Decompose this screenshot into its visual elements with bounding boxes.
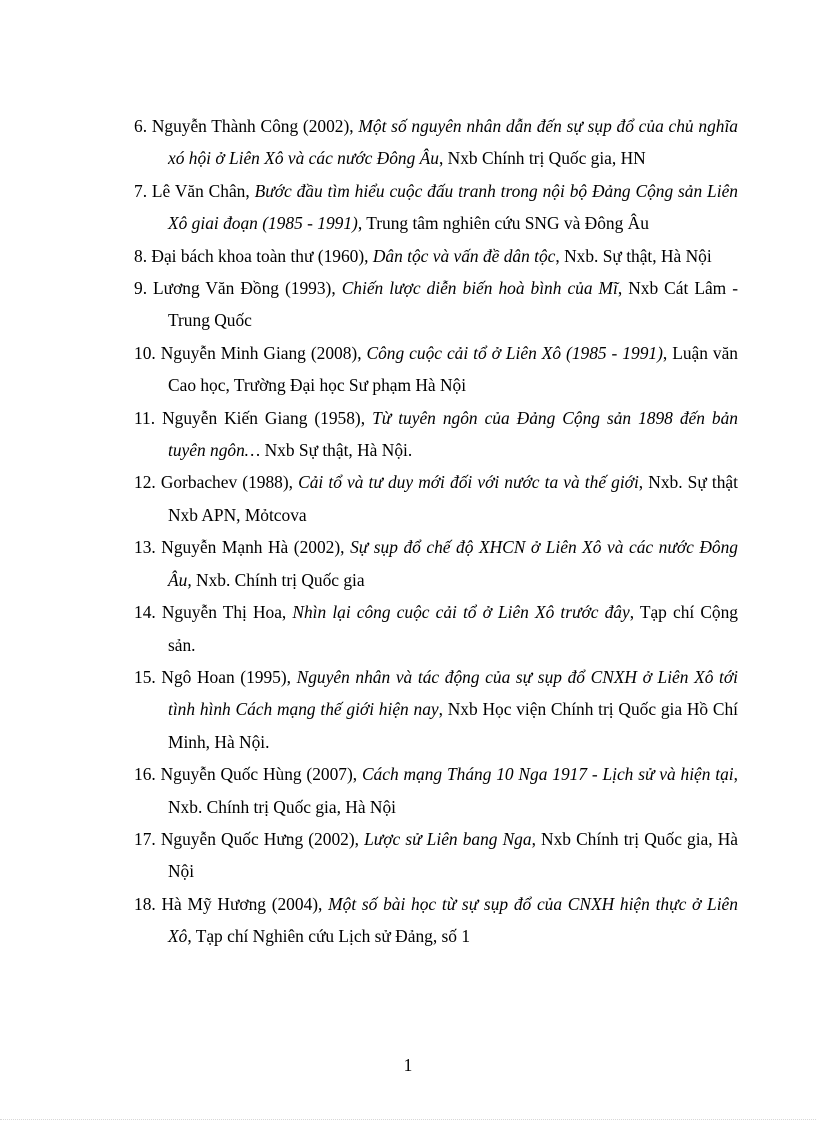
reference-number: 13. bbox=[134, 537, 156, 558]
reference-number: 15. bbox=[134, 666, 156, 687]
reference-item bbox=[134, 531, 738, 596]
reference-author: Đại bách khoa toàn thư (1960), bbox=[151, 245, 373, 266]
reference-author: Nguyễn Thành Công (2002), bbox=[151, 116, 359, 136]
reference-publisher: , Nxb. Sự thật, Hà Nội bbox=[555, 245, 712, 266]
reference-list bbox=[134, 110, 738, 953]
reference-title: Một số nguyên nhân dẫn đến sự sụp đổ của chủ nghĩa xó hội ở Liên Xô và các nước Đông Âu bbox=[168, 116, 738, 169]
reference-number: 11. bbox=[134, 407, 156, 428]
reference-title: Sự sụp đổ chế độ XHCN ở Liên Xô và các nước Đông Âu, bbox=[168, 537, 738, 590]
reference-publisher: , Tạp chí Cộng sản. bbox=[168, 602, 739, 655]
reference-author: Lê Văn Chân, bbox=[151, 180, 255, 201]
reference-publisher: Nxb. Chính trị Quốc gia bbox=[191, 569, 365, 590]
reference-number: 8. bbox=[134, 245, 148, 266]
reference-publisher: , Luận văn Cao học, Trường Đại học Sư phạm Hà Nội bbox=[168, 342, 738, 396]
reference-item bbox=[134, 337, 738, 402]
reference-item bbox=[134, 110, 738, 175]
reference-author: Lương Văn Đồng (1993), bbox=[153, 278, 342, 299]
reference-title: Nhìn lại công cuộc cải tổ ở Liên Xô trước đây bbox=[292, 602, 630, 623]
reference-title: Bước đầu tìm hiểu cuộc đấu tranh trong nội bộ Đảng Cộng sản Liên Xô giai đoạn (1985 - 1991) bbox=[168, 180, 738, 234]
reference-author: Nguyễn Minh Giang (2008), bbox=[160, 342, 367, 363]
page-number: 1 bbox=[403, 1055, 413, 1075]
reference-author: Hà Mỹ Hương (2004), bbox=[161, 893, 329, 914]
reference-item bbox=[134, 240, 738, 272]
reference-title: Nguyên nhân và tác động của sự sụp đổ CNXH ở Liên Xô tới tình hình Cách mạng thế giới hiện nay bbox=[168, 666, 738, 720]
reference-publisher: , Nxb Học viện Chính trị Quốc gia Hồ Chí Minh, Hà Nội. bbox=[168, 699, 738, 752]
reference-item bbox=[134, 175, 738, 240]
reference-title: Dân tộc và vấn đề dân tộc bbox=[372, 245, 556, 266]
reference-author: Nguyễn Kiến Giang (1958), bbox=[162, 407, 373, 428]
reference-item bbox=[134, 758, 738, 823]
reference-title: Cách mạng Tháng 10 Nga 1917 - Lịch sử và hiện tại bbox=[361, 764, 734, 785]
reference-item bbox=[134, 596, 738, 661]
reference-publisher: , Tạp chí Nghiên cứu Lịch sử Đảng, số 1 bbox=[187, 926, 471, 947]
reference-number: 12. bbox=[134, 472, 156, 493]
reference-publisher: , Nxb. Chính trị Quốc gia, Hà Nội bbox=[168, 764, 738, 817]
reference-number: 9. bbox=[134, 278, 148, 299]
reference-author: Nguyễn Quốc Hùng (2007), bbox=[160, 764, 362, 785]
reference-item bbox=[134, 402, 738, 467]
reference-publisher: , Nxb. Sự thật Nxb APN, Mỏtcova bbox=[168, 472, 738, 525]
reference-author: Nguyễn Quốc Hưng (2002), bbox=[160, 828, 365, 849]
reference-publisher: , Nxb Chính trị Quốc gia, Hà Nội bbox=[168, 828, 738, 882]
reference-publisher: , Trung tâm nghiên cứu SNG và Đông Âu bbox=[357, 213, 649, 234]
reference-number: 18. bbox=[134, 893, 156, 914]
reference-publisher: Nxb Sự thật, Hà Nội. bbox=[260, 440, 413, 461]
reference-number: 10. bbox=[134, 342, 156, 363]
reference-author: Nguyễn Thị Hoa, bbox=[161, 602, 293, 623]
reference-item bbox=[134, 888, 738, 953]
reference-number: 7. bbox=[134, 180, 148, 201]
reference-author: Gorbachev (1988), bbox=[160, 472, 299, 493]
reference-number: 6. bbox=[134, 116, 148, 136]
reference-item bbox=[134, 272, 738, 337]
reference-number: 14. bbox=[134, 602, 156, 623]
reference-number: 16. bbox=[134, 764, 156, 785]
reference-publisher: , Nxb Chính trị Quốc gia, HN bbox=[438, 148, 646, 169]
reference-title: Từ tuyên ngôn của Đảng Cộng sản 1898 đến bản tuyên ngôn… bbox=[168, 407, 738, 461]
reference-author: Nguyễn Mạnh Hà (2002), bbox=[161, 537, 351, 558]
reference-item bbox=[134, 661, 738, 758]
reference-item bbox=[134, 466, 738, 531]
reference-title: Lược sử Liên bang Nga bbox=[364, 828, 532, 849]
reference-number: 17. bbox=[134, 828, 156, 849]
reference-publisher: , Nxb Cát Lâm - Trung Quốc bbox=[168, 278, 738, 331]
reference-title: Một số bài học từ sự sụp đổ của CNXH hiện thực ở Liên Xô bbox=[168, 893, 738, 947]
reference-title: Chiến lược diễn biến hoà bình của Mĩ bbox=[341, 278, 618, 299]
reference-item bbox=[134, 823, 738, 888]
reference-title: Công cuộc cải tổ ở Liên Xô (1985 - 1991) bbox=[366, 342, 663, 363]
reference-author: Ngô Hoan (1995), bbox=[161, 666, 297, 687]
page-bottom-divider bbox=[0, 1119, 816, 1120]
reference-title: Cải tổ và tư duy mới đối với nước ta và thế giới bbox=[298, 472, 639, 493]
